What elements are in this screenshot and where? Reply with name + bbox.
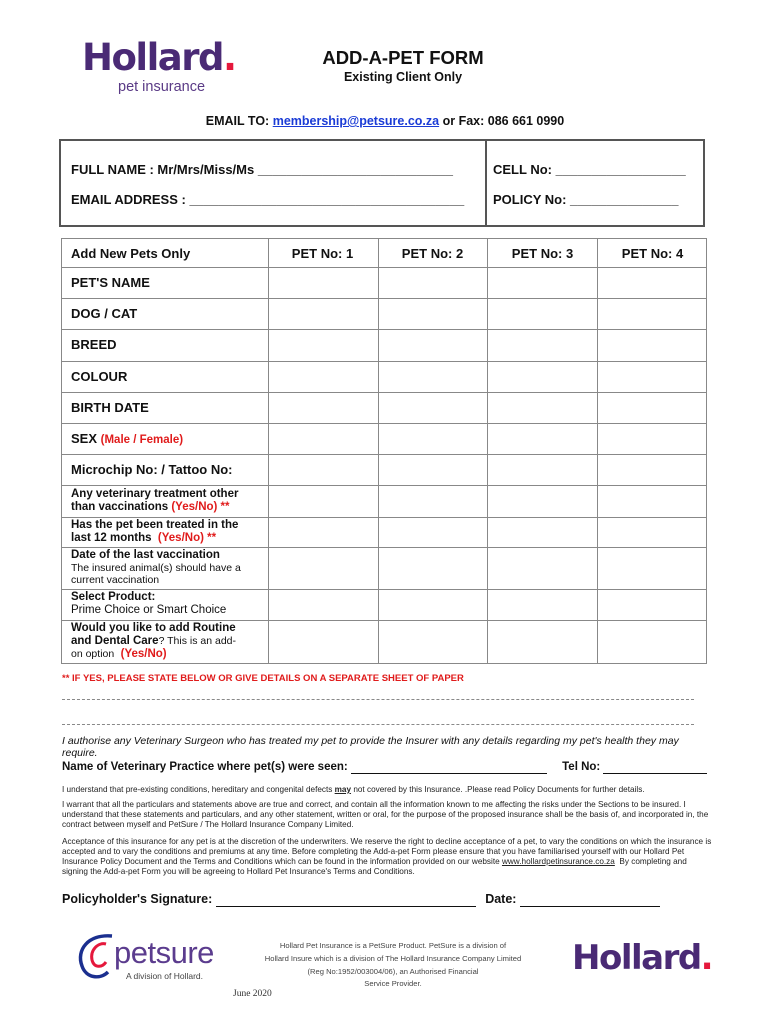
pet-1-header: PET No: 1 <box>291 246 354 261</box>
row-dog-cat: DOG / CAT <box>71 306 138 321</box>
vet-practice-label: Name of Veterinary Practice where pet(s) were seen: <box>62 761 348 773</box>
pet-2-header: PET No: 2 <box>401 246 464 261</box>
row-divider <box>62 485 706 486</box>
date-label: Date: <box>485 892 517 906</box>
policy-field[interactable]: POLICY No: _______________ <box>493 192 679 207</box>
signature-field[interactable] <box>216 892 476 907</box>
vacc-line-2: current vaccination <box>71 574 160 586</box>
fax-text: or Fax: 086 661 0990 <box>442 114 565 128</box>
petsure-subtitle: A division of Hollard. <box>126 971 204 981</box>
website-link[interactable]: www.hollardpetinsurance.co.za <box>501 857 615 866</box>
details-line-1[interactable] <box>62 699 694 700</box>
cell-field[interactable]: CELL No: __________________ <box>493 162 686 177</box>
footer-line-3: (Reg No:1952/003004/06), an Authorised Financial <box>307 966 479 976</box>
routine-line-1: Would you like to add Routine <box>71 622 236 634</box>
routine-line-3: on option (Yes/No) <box>71 648 167 660</box>
row-routine-dental <box>71 622 236 661</box>
footer-line-1: Hollard Pet Insurance is a PetSure Product. PetSure is a division of <box>279 941 507 950</box>
signature-label: Policyholder's Signature: <box>62 892 213 906</box>
product-title: Select Product: <box>71 591 156 603</box>
row-pet-name: PET'S NAME <box>71 275 150 290</box>
tel-label: Tel No: <box>562 761 601 773</box>
vacc-line-1: The insured animal(s) should have a <box>71 562 241 574</box>
hollard-footer-dot: . <box>700 938 713 978</box>
email-line <box>0 114 770 128</box>
details-line-2[interactable] <box>62 724 694 725</box>
client-details-box <box>59 139 705 227</box>
row-divider <box>62 454 706 455</box>
full-name-field[interactable]: FULL NAME : Mr/Mrs/Miss/Ms ___________________________ <box>71 162 454 177</box>
row-breed: BREED <box>71 337 117 352</box>
row-divider <box>62 361 706 362</box>
row-divider <box>62 392 706 393</box>
row-divider <box>62 620 706 621</box>
hollard-footer-logo <box>572 938 712 978</box>
vet-line-2: than vaccinations (Yes/No) ** <box>71 501 230 513</box>
email-address-field[interactable]: EMAIL ADDRESS : ______________________________________ <box>71 192 465 207</box>
authorise-statement: I authorise any Veterinary Surgeon who has treated my pet to provide the Insurer with any details regarding my pet's health they may require. <box>62 735 679 759</box>
col-divider <box>268 239 269 663</box>
row-birth-date: BIRTH DATE <box>71 400 149 415</box>
sex-options: (Male / Female) <box>100 434 184 446</box>
vet-yes-no: (Yes/No) ** <box>171 501 230 513</box>
row-colour: COLOUR <box>71 369 128 384</box>
row-vet-treatment <box>71 488 238 514</box>
col-divider <box>487 239 488 663</box>
row-divider <box>62 329 706 330</box>
pet-4-header: PET No: 4 <box>621 246 684 261</box>
header-label: Add New Pets Only <box>71 246 191 261</box>
vacc-title: Date of the last vaccination <box>71 549 220 561</box>
date-field[interactable] <box>520 892 660 907</box>
row-divider <box>62 267 706 268</box>
vet-line-1: Any veterinary treatment other <box>71 488 239 500</box>
form-subtitle: Existing Client Only <box>343 70 463 84</box>
tel-field[interactable] <box>603 761 707 774</box>
row-divider <box>62 589 706 590</box>
treat-yes-no: (Yes/No) ** <box>157 532 217 544</box>
product-options: Prime Choice or Smart Choice <box>71 604 227 616</box>
treat-line-1: Has the pet been treated in the <box>71 519 239 531</box>
signature-line <box>62 892 712 907</box>
form-title: ADD-A-PET FORM <box>322 47 484 68</box>
hollard-footer-text: Hollard <box>572 938 701 978</box>
preexisting-paragraph: I understand that pre-existing conditions, hereditary and congenital defects may not covered by this Insurance. .Please read Policy Documents for further details. <box>62 785 645 794</box>
col-divider <box>378 239 379 663</box>
logo-dot: . <box>222 36 236 79</box>
routine-yes-no: (Yes/No) <box>120 648 167 660</box>
sex-label: SEX <box>71 431 98 446</box>
logo-text: Hollard <box>82 36 223 79</box>
row-divider <box>62 423 706 424</box>
vet-practice-line <box>62 761 712 774</box>
row-treated-12-months <box>71 519 238 545</box>
warrant-paragraph: I warrant that all the particulars and statements above are true and correct, and contain all the information known to me affecting the risks under the Sections to be insured. I understand that these statements and particulars, and any other statement, written or oral, for the purpose of the proposed insurance shall be the basis of, and incorporated in, the contract between myself and PetSure / The Hollard Insurance Company Limited. <box>62 800 709 829</box>
row-microchip: Microchip No: / Tattoo No: <box>71 462 233 477</box>
col-divider <box>597 239 598 663</box>
logo-subtitle: pet insurance <box>118 79 206 95</box>
footer-line-4: Service Provider. <box>364 979 422 989</box>
pet-3-header: PET No: 3 <box>511 246 574 261</box>
row-divider <box>62 547 706 548</box>
if-yes-note: ** IF YES, PLEASE STATE BELOW OR GIVE DETAILS ON A SEPARATE SHEET OF PAPER <box>62 673 464 684</box>
email-prefix: EMAIL TO: <box>205 114 270 128</box>
row-select-product <box>71 591 226 617</box>
row-sex <box>71 431 183 448</box>
row-last-vaccination <box>71 549 241 586</box>
footer-line-2: Hollard Insure which is a division of The Hollard Insurance Company Limited <box>264 953 522 963</box>
footer-disclaimer <box>258 940 528 991</box>
pets-table <box>61 238 707 664</box>
petsure-wordmark: petsure <box>114 935 214 970</box>
may-word: may <box>334 785 352 794</box>
row-divider <box>62 517 706 518</box>
email-link[interactable]: membership@petsure.co.za <box>272 114 440 128</box>
hollard-logo <box>82 38 236 78</box>
treat-line-2: last 12 months (Yes/No) ** <box>71 532 217 544</box>
box-divider <box>485 141 487 225</box>
acceptance-paragraph: Acceptance of this insurance for any pet is at the discretion of the underwriters. We reserve the right to decline acceptance of a pet, to vary the conditions on which the insurance is accepted and to vary the conditions and premiums at any time. Before completing the Add-a-pet Form please ensure that you have familiarised yourself with our Hollard Pet Insurance Policy Document and the Terms and Conditions which can be found in the information provided on our website www.hollardpetinsurance.co.za By completing and signing the Add-a-pet Form you will be agreeing to Hollard Pet Insurance's Terms and Conditions. <box>62 837 712 876</box>
vet-practice-field[interactable] <box>351 761 547 774</box>
footer-date: June 2020 <box>233 989 272 999</box>
routine-line-2: and Dental Care? This is an add- <box>71 635 236 647</box>
row-divider <box>62 298 706 299</box>
